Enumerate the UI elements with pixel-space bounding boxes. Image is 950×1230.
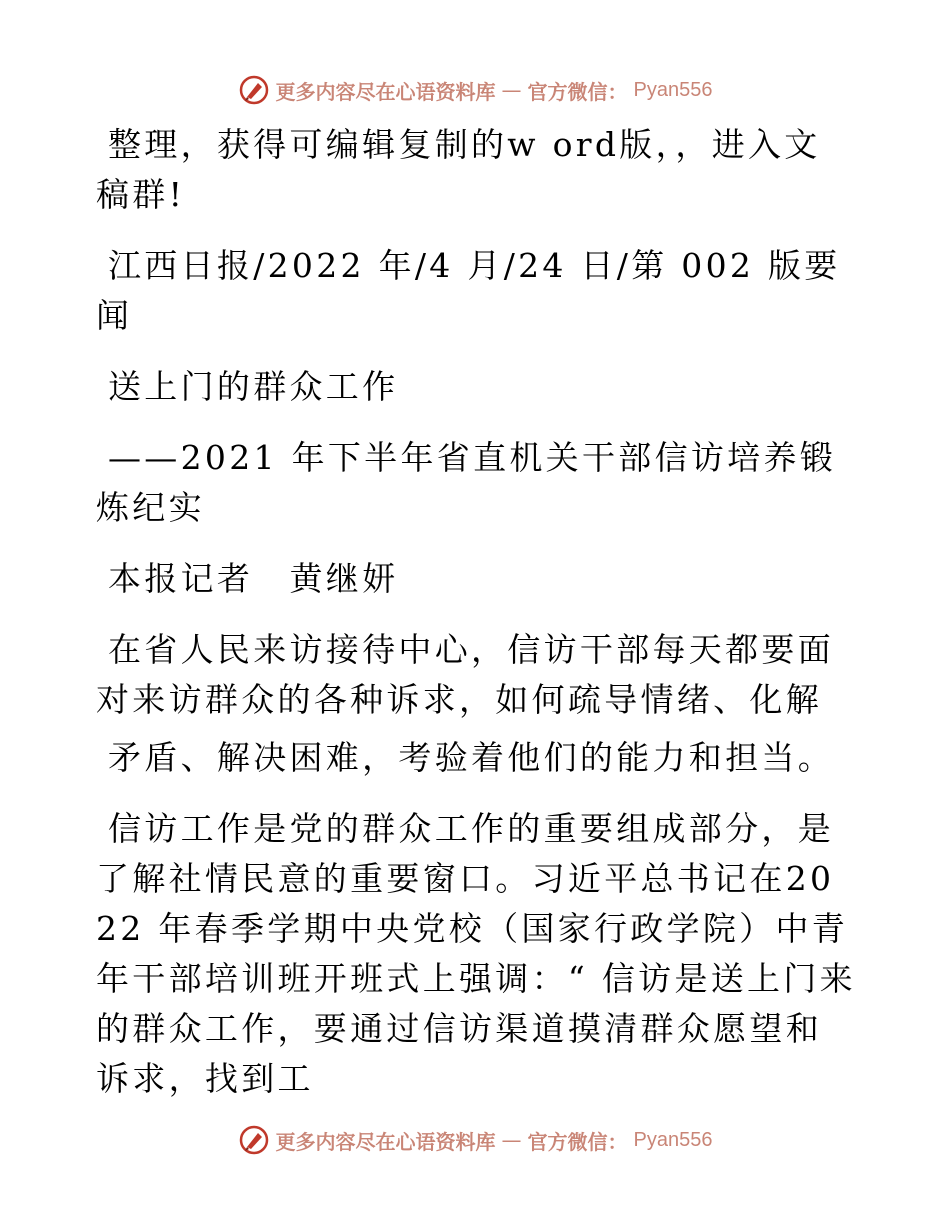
watermark-account: Pyan556: [633, 1128, 713, 1151]
headline: 送上门的群众工作: [108, 367, 399, 406]
subheadline: ——2021 年下半年省直机关干部信访培养锻炼纪实: [96, 438, 837, 527]
source-line: 江西日报/2022 年/4 月/24 日/第 002 版要闻: [96, 246, 841, 335]
intro-line: 整理，获得可编辑复制的w ord版，，进入文稿群!: [96, 125, 821, 214]
watermark-account: Pyan556: [633, 78, 713, 101]
paragraph-2: 矛盾、解决困难，考验着他们的能力和担当。: [108, 738, 834, 777]
byline: 本报记者 黄继妍: [108, 559, 399, 598]
document-body: [96, 120, 856, 1125]
watermark-separator: —: [501, 78, 522, 102]
watermark-official-label: 官方微信：: [527, 79, 628, 104]
watermark-separator: —: [501, 1128, 522, 1152]
watermark-official-label: 官方微信：: [527, 1129, 628, 1154]
watermark-footer: [0, 1120, 950, 1160]
pen-nib-logo-icon: [238, 74, 270, 106]
pen-nib-logo-icon: [238, 1124, 270, 1156]
watermark-header: [0, 70, 950, 110]
paragraph-3: 信访工作是党的群众工作的重要组成部分，是了解社情民意的重要窗口。习近平总书记在2022 年春季学期中央党校（国家行政学院）中青年干部培训班开班式上强调：“ 信访是送上门来的群众工作，要通过信访渠道摸清群众愿望和诉求，找到工: [96, 809, 856, 1098]
watermark-text: 更多内容尽在心语资料库: [275, 79, 496, 104]
watermark-text: 更多内容尽在心语资料库: [275, 1129, 496, 1154]
paragraph-1: 在省人民来访接待中心，信访干部每天都要面对来访群众的各种诉求，如何疏导情绪、化解: [96, 630, 834, 719]
